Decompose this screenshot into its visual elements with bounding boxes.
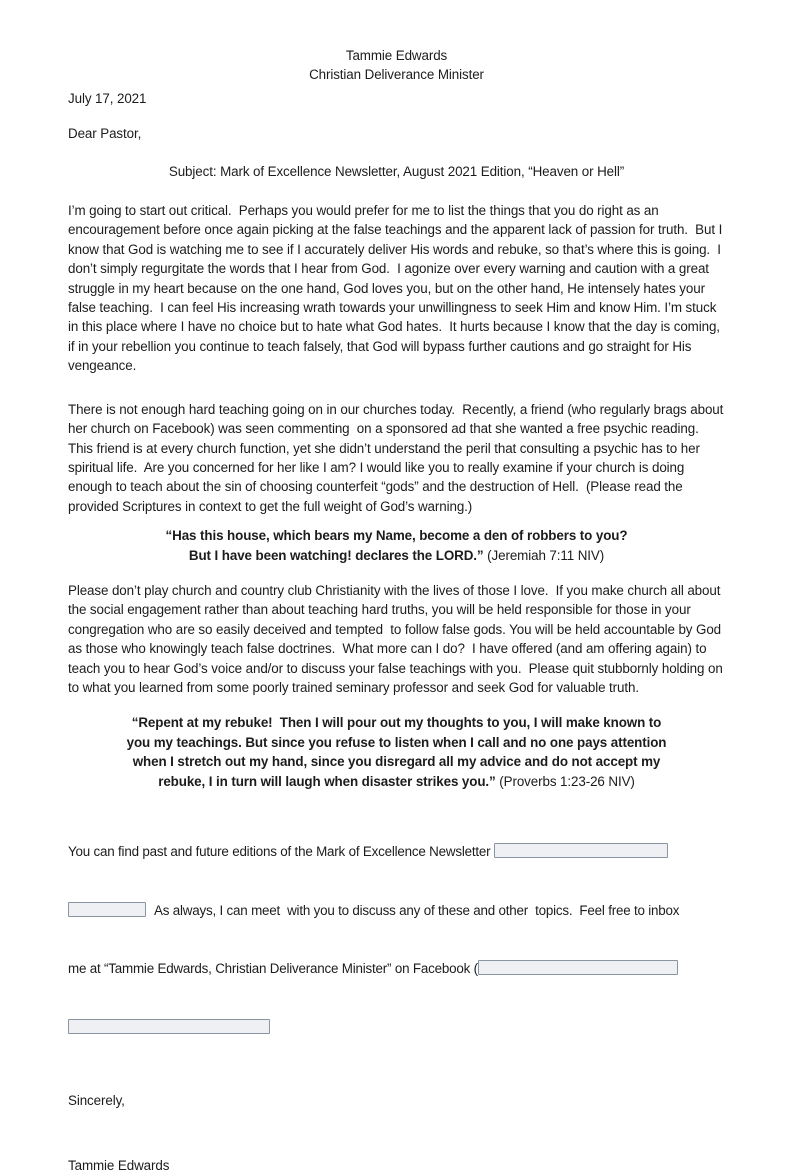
closing-paragraph-line [68, 1018, 725, 1038]
signature-name: Tammie Edwards [68, 1158, 170, 1174]
scripture-reference: (Jeremiah 7:11 NIV) [487, 547, 605, 563]
scripture-quote-proverbs [68, 713, 725, 791]
quote-text: “Has this house, which bears my Name, become a den of robbers to you? [165, 528, 628, 544]
quote-line [68, 733, 725, 752]
sender-name: Tammie Edwards [345, 48, 448, 63]
salutation: Dear Pastor, [68, 126, 142, 142]
closing-paragraph-text: me at “Tammie Edwards, Christian Deliverance Minister” on Facebook ( [68, 961, 478, 977]
quote-text: you my teachings. But since you refuse to listen when I call and no one pays attention [126, 734, 667, 750]
quote-line [68, 526, 725, 545]
redaction-box [478, 960, 678, 975]
closing-paragraph [68, 803, 725, 1077]
paragraph-3: Please don’t play church and country club Christianity with the lives of those I love. If you make church all about the social engagement rather than about teaching hard truths, you will be held responsible for those in your congregation who are so easily deceived and tempted to follow false gods. You will be held accountable by God as those who knowingly teach false doctrines. What more can I do? I have offered (and am offering again) to teach you to hear God’s voice and/or to discuss your false teachings with you. Please quit stubbornly holding on to what you learned from some poorly trained seminary professor and seek God for valuable truth. [68, 582, 727, 695]
quote-text: rebuke, I in turn will laugh when disaster strikes you.” [158, 773, 496, 789]
subject-line: Subject: Mark of Excellence Newsletter, August 2021 Edition, “Heaven or Hell” [168, 163, 625, 179]
paragraph-2: There is not enough hard teaching going on in our churches today. Recently, a friend (who regularly brags about her church on Facebook) was seen commenting on a sponsored ad that she wanted a free psychic reading. This friend is at every church function, yet she didn’t understand the peril that consulting a psychic has to her spiritual life. Are you concerned for her like I am? I would like you to really examine if your church is doing enough to teach about the sin of choosing counterfeit “gods” and the destruction of Hell. (Please read the provided Scriptures in context to get the full weight of God’s warning.) [68, 401, 727, 514]
quote-line [68, 772, 725, 791]
paragraph-1: I’m going to start out critical. Perhaps you would prefer for me to list the things that you do right as an encouragement before once again picking at the false teachings and the apparent lack of passion for truth. But I know that God is watching me to see if I accurately deliver His words and rebuke, so that’s where this is going. I don’t simply regurgitate the words that I hear from God. I agonize over every warning and caution with a great struggle in my heart because on the one hand, God loves you, but on the other hand, He intensely hates your false teaching. I can feel His increasing wrath towards your unwillingness to seek Him and know Him. I’m stuck in this place where I have no choice but to hate what God hates. It hurts because I know that the day is coming, if in your rebellion you continue to teach falsely, that God will bypass further cautions and go straight for His vengeance. [68, 203, 726, 374]
closing: Sincerely, [68, 1093, 125, 1109]
closing-paragraph-text: You can find past and future editions of the Mark of Excellence Newsletter [68, 843, 494, 859]
redaction-box [68, 902, 146, 917]
quote-line [68, 546, 725, 565]
quote-text: But I have been watching! declares the LORD.” [188, 547, 484, 563]
redaction-box [494, 843, 668, 858]
closing-paragraph-line [68, 959, 725, 979]
closing-paragraph-line [68, 842, 725, 862]
closing-paragraph-line [68, 901, 725, 921]
quote-text: when I stretch out my hand, since you disregard all my advice and do not accept my [132, 754, 661, 770]
scripture-reference: (Proverbs 1:23-26 NIV) [499, 773, 635, 789]
sender-title: Christian Deliverance Minister [309, 67, 484, 83]
quote-line [68, 752, 725, 771]
letter-date: July 17, 2021 [68, 90, 147, 106]
closing-paragraph-text: As always, I can meet with you to discuss any of these and other topics. Feel free to inbox [154, 902, 680, 918]
scripture-quote-jeremiah [68, 526, 725, 565]
redaction-box [68, 1019, 270, 1034]
quote-text: “Repent at my rebuke! Then I will pour out my thoughts to you, I will make known to [131, 715, 662, 731]
quote-line [68, 713, 725, 732]
